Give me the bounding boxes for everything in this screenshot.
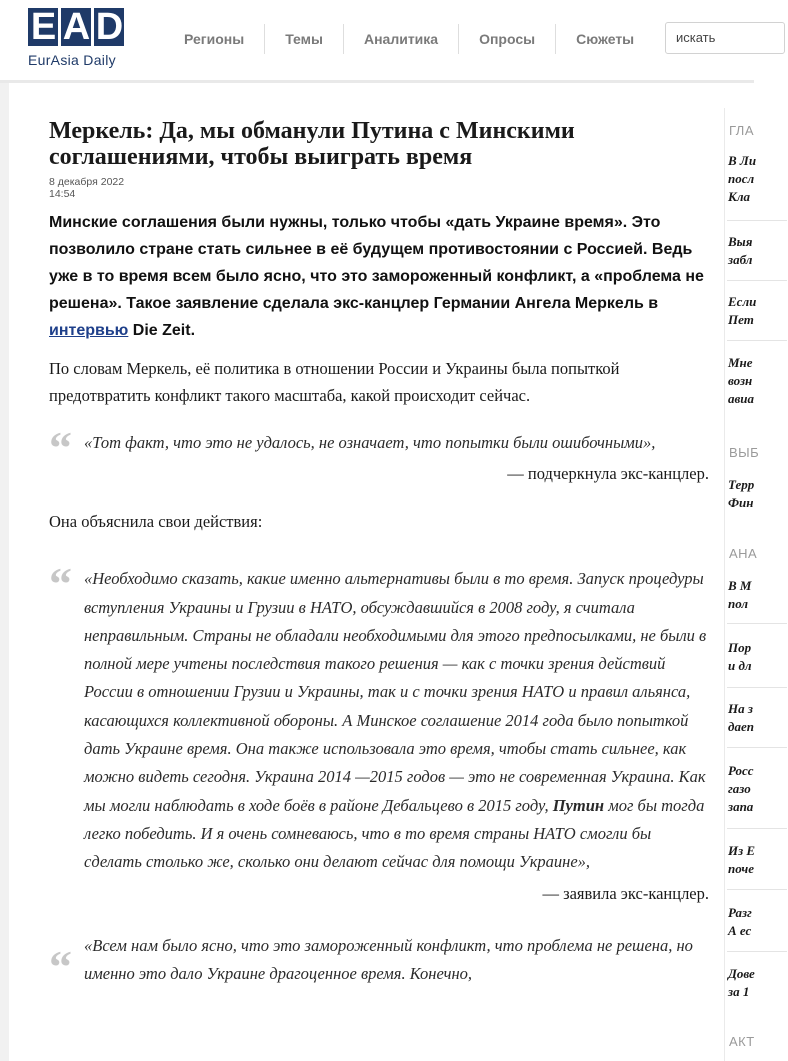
quote-2-part-1: «Необходимо сказать, какие именно альтернативы были в то время. Запуск процедуры вступления Украины и Грузии в НАТО, обсуждавшийся в 2008 году, я считала неправильным. Страны не обладали необходимыми для этого предпосылками, не были в полной мере учтены последствия такого решения — как с точки зрения действий России в отношении Грузии и Украины, так и с точки зрения НАТО и правил альянса, касающихся коллективной обороны. А Минское соглашение 2014 года было попыткой дать Украине время. Она также использовала это время, чтобы стать сильнее, как можно видеть сегодня. Украина 2014 —2015 годов — это не современная Украина. Как мы могли наблюдать в ходе боёв в районе Дебальцево в 2015 году,	[84, 569, 707, 815]
lead-text-end: Die Zeit.	[128, 322, 196, 339]
quote-3	[49, 932, 709, 992]
sidebar-item[interactable]: Пор и дл	[728, 640, 752, 673]
quote-mark-icon: “	[49, 422, 72, 473]
sidebar-divider	[727, 220, 787, 221]
sidebar-item[interactable]: В М пол	[728, 578, 752, 611]
quote-1	[49, 422, 709, 488]
paragraph-1: По словам Меркель, её политика в отношении России и Украины была попыткой предотвратить конфликт такого масштаба, какой происходит сейчас.	[49, 359, 620, 405]
sidebar-heading-main: ГЛА	[729, 123, 755, 138]
paragraph-2: Она объяснила свои действия:	[49, 512, 263, 532]
logo-letter-a: A	[62, 6, 90, 48]
sidebar-item[interactable]: Терр Фин	[728, 477, 755, 510]
sidebar-item[interactable]: Мне возн авиа	[728, 355, 755, 406]
sidebar-divider	[727, 687, 787, 688]
nav-analytics[interactable]: Аналитика	[343, 24, 458, 54]
quote-2-part-2: мог бы тогда легко победить. И я очень сомневаюсь, что в то время страны НАТО смогли бы сделать столько же, сколько они делают сейчас для помощи Украине»,	[84, 795, 705, 872]
sidebar-item[interactable]: Росс газо запа	[728, 763, 754, 814]
quote-3-text: «Всем нам было ясно, что это замороженный конфликт, что проблема не решена, но именно это дало Украине драгоценное время. Конечно,	[84, 935, 693, 983]
logo-letter-d: D	[95, 6, 123, 48]
sidebar-item[interactable]: В Ли посл Кла	[728, 153, 757, 204]
nav-regions[interactable]: Регионы	[184, 31, 245, 47]
nav-topics[interactable]: Темы	[264, 24, 343, 54]
quote-2	[49, 558, 709, 907]
logo-letter-e: E	[28, 8, 58, 46]
article-date: 8 декабря 2022	[49, 176, 125, 188]
quote-2-text	[84, 565, 709, 876]
site-header	[0, 0, 754, 83]
sidebar-heading-current: АКТ	[729, 1034, 755, 1049]
sidebar-heading-picks: ВЫБ	[729, 445, 760, 460]
site-logo[interactable]	[28, 8, 138, 70]
sidebar-item[interactable]: Дове за 1	[728, 966, 755, 999]
quote-mark-icon: “	[49, 558, 72, 610]
sidebar-divider	[727, 747, 787, 748]
sidebar-divider	[727, 623, 787, 624]
sidebar-divider	[727, 889, 787, 890]
sidebar-divider	[727, 828, 787, 829]
sidebar-divider	[727, 951, 787, 952]
quote-1-attribution: — подчеркнула экс-канцлер.	[507, 464, 709, 484]
sidebar-item[interactable]: Если Пет	[728, 294, 757, 327]
article-lead	[49, 209, 709, 344]
article-time: 14:54	[49, 188, 76, 200]
sidebar-item[interactable]: На з даеп	[728, 701, 754, 734]
sidebar-item[interactable]: Разг А ес	[728, 905, 752, 938]
search-input[interactable]: искать	[665, 22, 785, 54]
lead-text: Минские соглашения были нужны, только чтобы «дать Украине время». Это позволило стране стать сильнее в её будущем противостоянии с Россией. Ведь уже в то время всем было ясно, что это замороженный конфликт, а «проблема не решена». Такое заявление сделала экс-канцлер Германии Ангела Меркель в	[49, 214, 704, 312]
article	[49, 118, 709, 992]
quote-1-text: «Тот факт, что это не удалось, не означает, что попытки были ошибочными»,	[84, 433, 656, 452]
nav-polls[interactable]: Опросы	[458, 24, 555, 54]
quote-2-attribution: — заявила экс-канцлер.	[542, 883, 709, 903]
sidebar	[724, 108, 765, 1061]
logo-mark	[28, 8, 124, 48]
main-nav	[164, 22, 654, 56]
sidebar-item[interactable]: Выя забл	[728, 234, 753, 267]
article-meta	[49, 176, 709, 200]
sidebar-heading-analytics: АНА	[729, 546, 758, 561]
quote-2-bold-name: Путин	[552, 795, 605, 815]
interview-link[interactable]: интервью	[49, 322, 129, 339]
sidebar-divider	[727, 280, 787, 281]
sidebar-divider	[727, 340, 787, 341]
logo-subtitle: EurAsia Daily	[28, 52, 116, 68]
article-title: Меркель: Да, мы обманули Путина с Минскими соглашениями, чтобы выиграть время	[49, 118, 575, 170]
page-left-margin	[0, 83, 9, 1061]
nav-stories[interactable]: Сюжеты	[555, 24, 654, 54]
sidebar-item[interactable]: Из Е поче	[728, 843, 756, 876]
quote-mark-icon: “	[49, 940, 72, 992]
